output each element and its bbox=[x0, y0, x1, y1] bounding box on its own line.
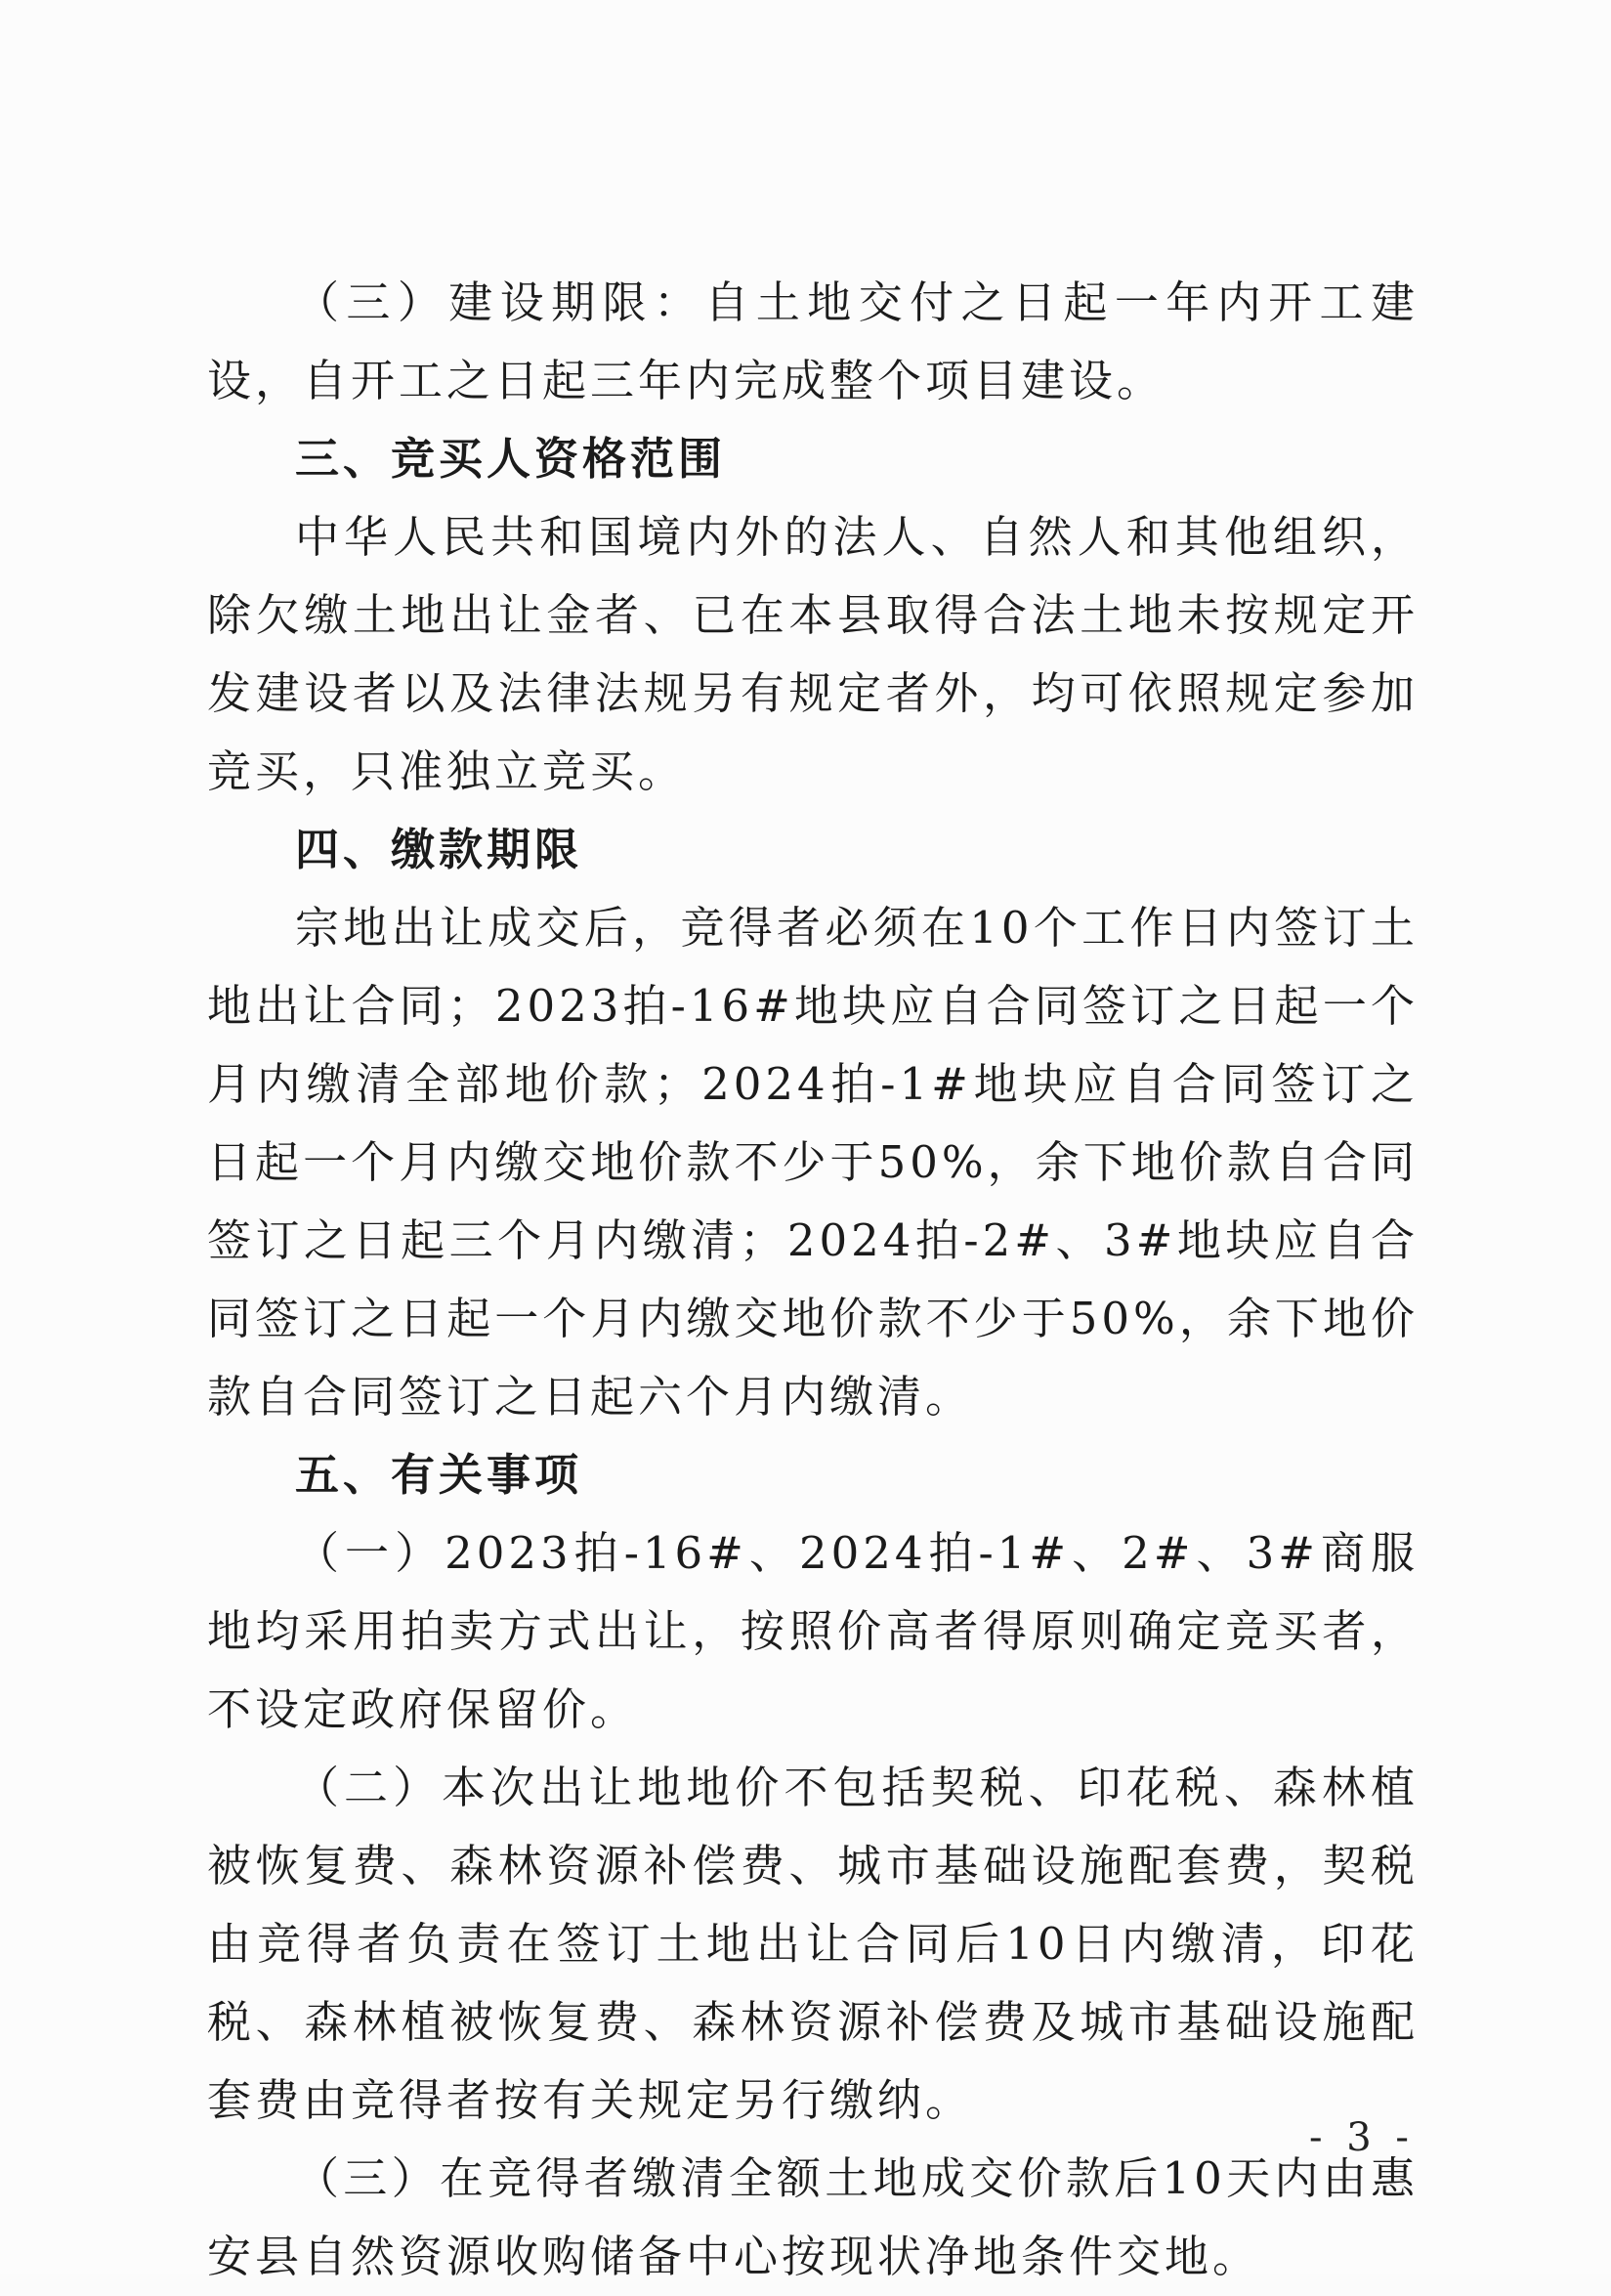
document-body bbox=[207, 264, 1419, 2296]
paragraph-payment-deadline: 宗地出让成交后，竞得者必须在10个工作日内签订土地出让合同；2023拍-16#地块应自合同签订之日起一个月内缴清全部地价款；2024拍-1#地块应自合同签订之日起一个月内缴交地价款不少于50%，余下地价款自合同签订之日起三个月内缴清；2024拍-2#、3#地块应自合同签订之日起一个月内缴交地价款不少于50%，余下地价款自合同签订之日起六个月内缴清。 bbox=[207, 902, 1419, 1423]
heading-payment-deadline: 四、缴款期限 bbox=[295, 824, 583, 875]
paragraph-construction-period: （三）建设期限：自土地交付之日起一年内开工建设，自开工之日起三年内完成整个项目建设。 bbox=[207, 276, 1419, 406]
heading-related-matters: 五、有关事项 bbox=[295, 1449, 583, 1501]
page-number: - 3 - bbox=[1309, 2115, 1415, 2160]
paragraph-matter-2: （二）本次出让地地价不包括契税、印花税、森林植被恢复费、森林资源补偿费、城市基础设施配套费，契税由竞得者负责在签订土地出让合同后10日内缴清，印花税、森林植被恢复费、森林资源补偿费及城市基础设施配套费由竞得者按有关规定另行缴纳。 bbox=[207, 1762, 1419, 2126]
paragraph-matter-1: （一）2023拍-16#、2024拍-1#、2#、3#商服地均采用拍卖方式出让，按照价高者得原则确定竞买者，不设定政府保留价。 bbox=[207, 1527, 1419, 1735]
paragraph-bidder-qualification: 中华人民共和国境内外的法人、自然人和其他组织，除欠缴土地出让金者、已在本县取得合法土地未按规定开发建设者以及法律法规另有规定者外，均可依照规定参加竞买，只准独立竞买。 bbox=[207, 511, 1419, 797]
heading-bidder-qualification: 三、竞买人资格范围 bbox=[295, 433, 727, 485]
paragraph-matter-3: （三）在竞得者缴清全额土地成交价款后10天内由惠安县自然资源收购储备中心按现状净地条件交地。 bbox=[207, 2152, 1419, 2282]
